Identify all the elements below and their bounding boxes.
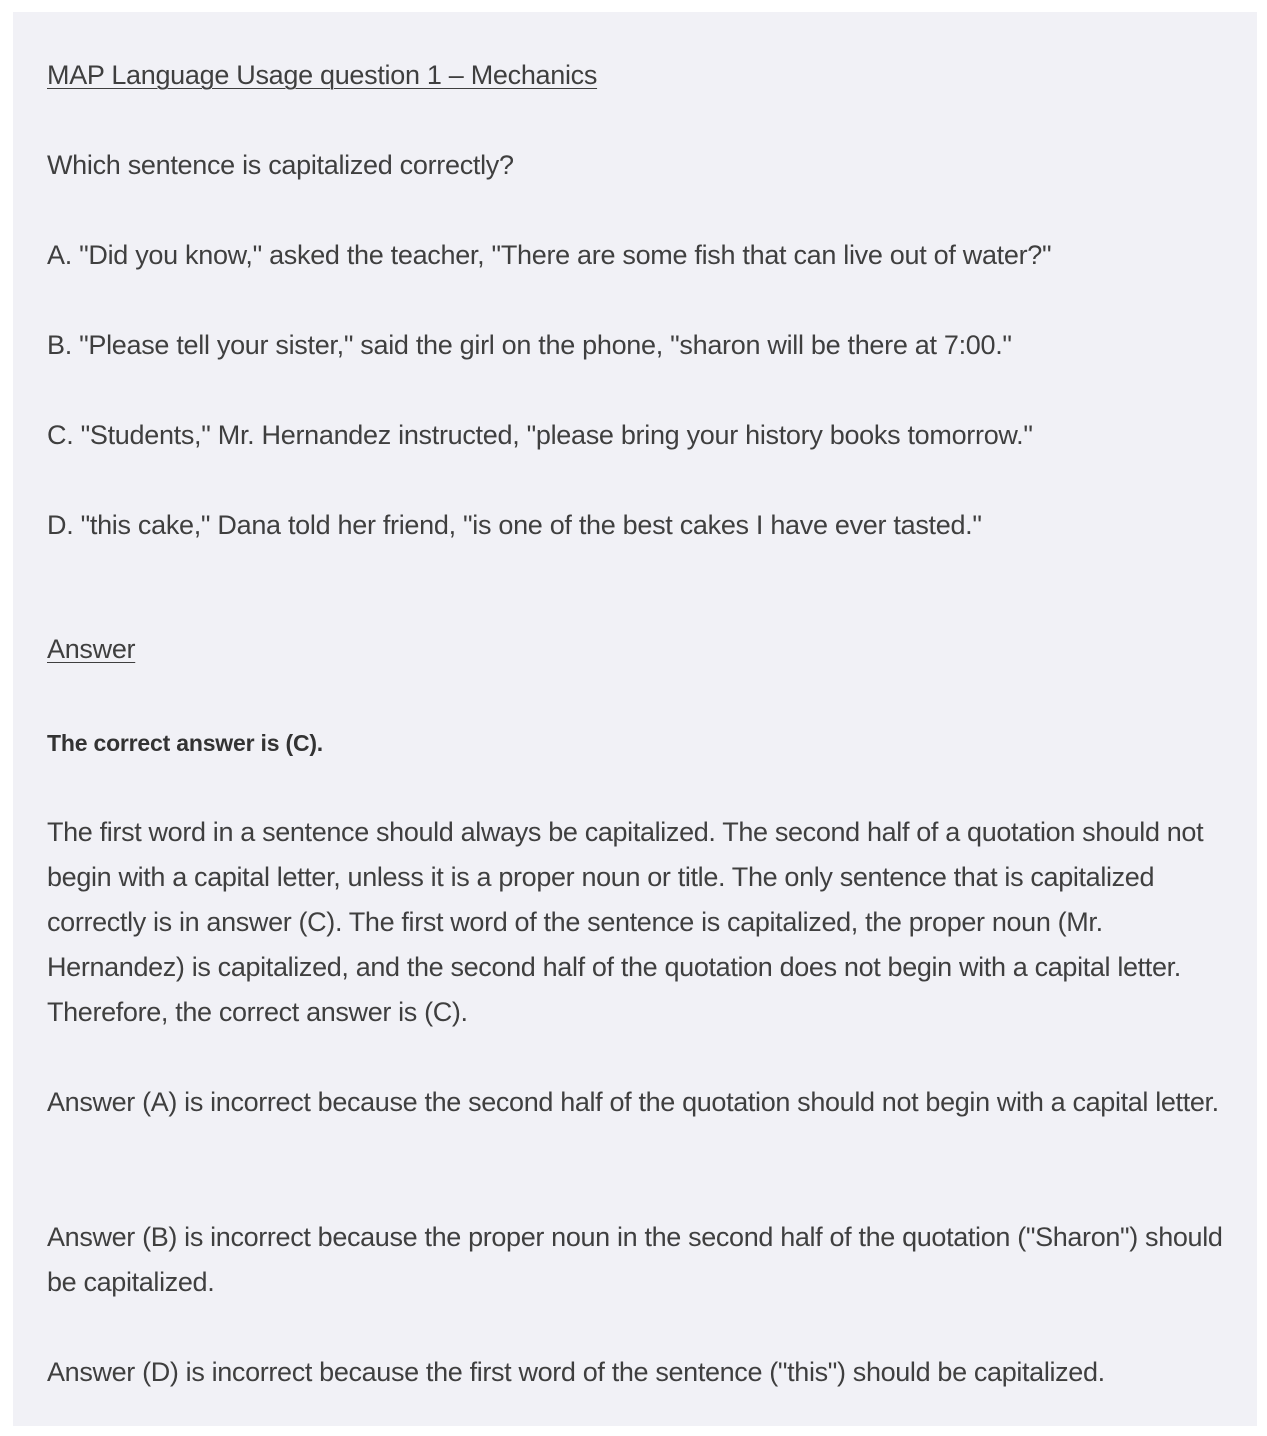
option-a: A. "Did you know," asked the teacher, "There are some fish that can live out of water?" [47,240,1052,270]
option-d: D. "this cake," Dana told her friend, "is one of the best cakes I have ever tasted." [47,510,982,540]
question-text: Which sentence is capitalized correctly? [47,150,514,180]
explanation-a: Answer (A) is incorrect because the second half of the quotation should not begin with a capital letter. [47,1087,1219,1117]
explanation-d: Answer (D) is incorrect because the first word of the sentence ("this") should be capitalized. [47,1357,1105,1387]
answer-link[interactable]: Answer [47,634,136,664]
question-panel [13,12,1257,1426]
correct-answer: The correct answer is (C). [47,730,323,756]
option-c: C. "Students," Mr. Hernandez instructed, "please bring your history books tomorrow." [47,420,1033,450]
question-heading-link[interactable]: MAP Language Usage question 1 – Mechanics [47,60,598,90]
explanation-b: Answer (B) is incorrect because the proper noun in the second half of the quotation ("Sharon") should be capitalized. [47,1222,1223,1297]
option-b: B. "Please tell your sister," said the girl on the phone, "sharon will be there at 7:00." [47,330,1012,360]
explanation-main: The first word in a sentence should always be capitalized. The second half of a quotation should not begin with a capital letter, unless it is a proper noun or title. The only sentence that is capitalized correctly is in answer (C). The first word of the sentence is capitalized, the proper noun (Mr. Hernandez) is capitalized, and the second half of the quotation does not begin with a capital letter. Therefore, the correct answer is (C). [47,817,1204,1027]
